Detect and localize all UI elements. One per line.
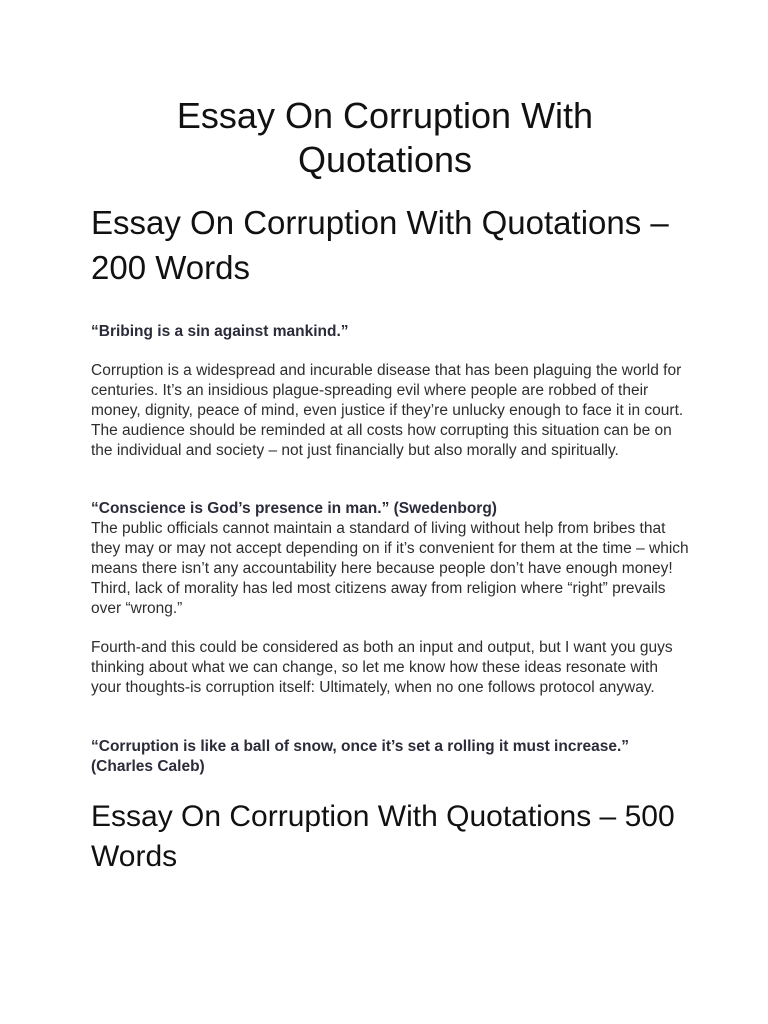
page-title: Essay On Corruption With Quotations [176,95,594,180]
paragraph-fourth: Fourth-and this could be considered as both an input and output, but I want you guys thinking about what we can change, so let me know how these ideas resonate with your thoughts-is corruption itself: Ultimately, when no one follows protocol anyway. [91,639,673,696]
paragraph-public-officials: The public officials cannot maintain a standard of living without help from bribes that they may or may not accept depending on if it’s convenient for them at the time – which means there isn’t any accountability here because people don’t have enough money! Third, lack of morality has led most citizens away from religion where “right” prevails over “wrong.” [91,520,689,617]
section-heading-500-words: Essay On Corruption With Quotations – 500 Words [91,800,675,873]
quote-bribing: “Bribing is a sin against mankind.” [91,323,349,340]
paragraph-corruption-disease: Corruption is a widespread and incurable disease that has been plaguing the world for centuries. It’s an insidious plague-spreading evil where people are robbed of their money, dignity, peace of mind, even justice if they’re unlucky enough to face it in court. The audience should be reminded at all costs how corrupting this situation can be on the individual and society – not just financially but also morally and spiritually. [91,362,684,459]
quote-ball-of-snow: “Corruption is like a ball of snow, once it’s set a rolling it must increase.” (Charles Caleb) [91,738,630,775]
quote-conscience: “Conscience is God’s presence in man.” (Swedenborg) [91,500,497,517]
section-heading-200-words: Essay On Corruption With Quotations – 200 Words [91,204,669,286]
